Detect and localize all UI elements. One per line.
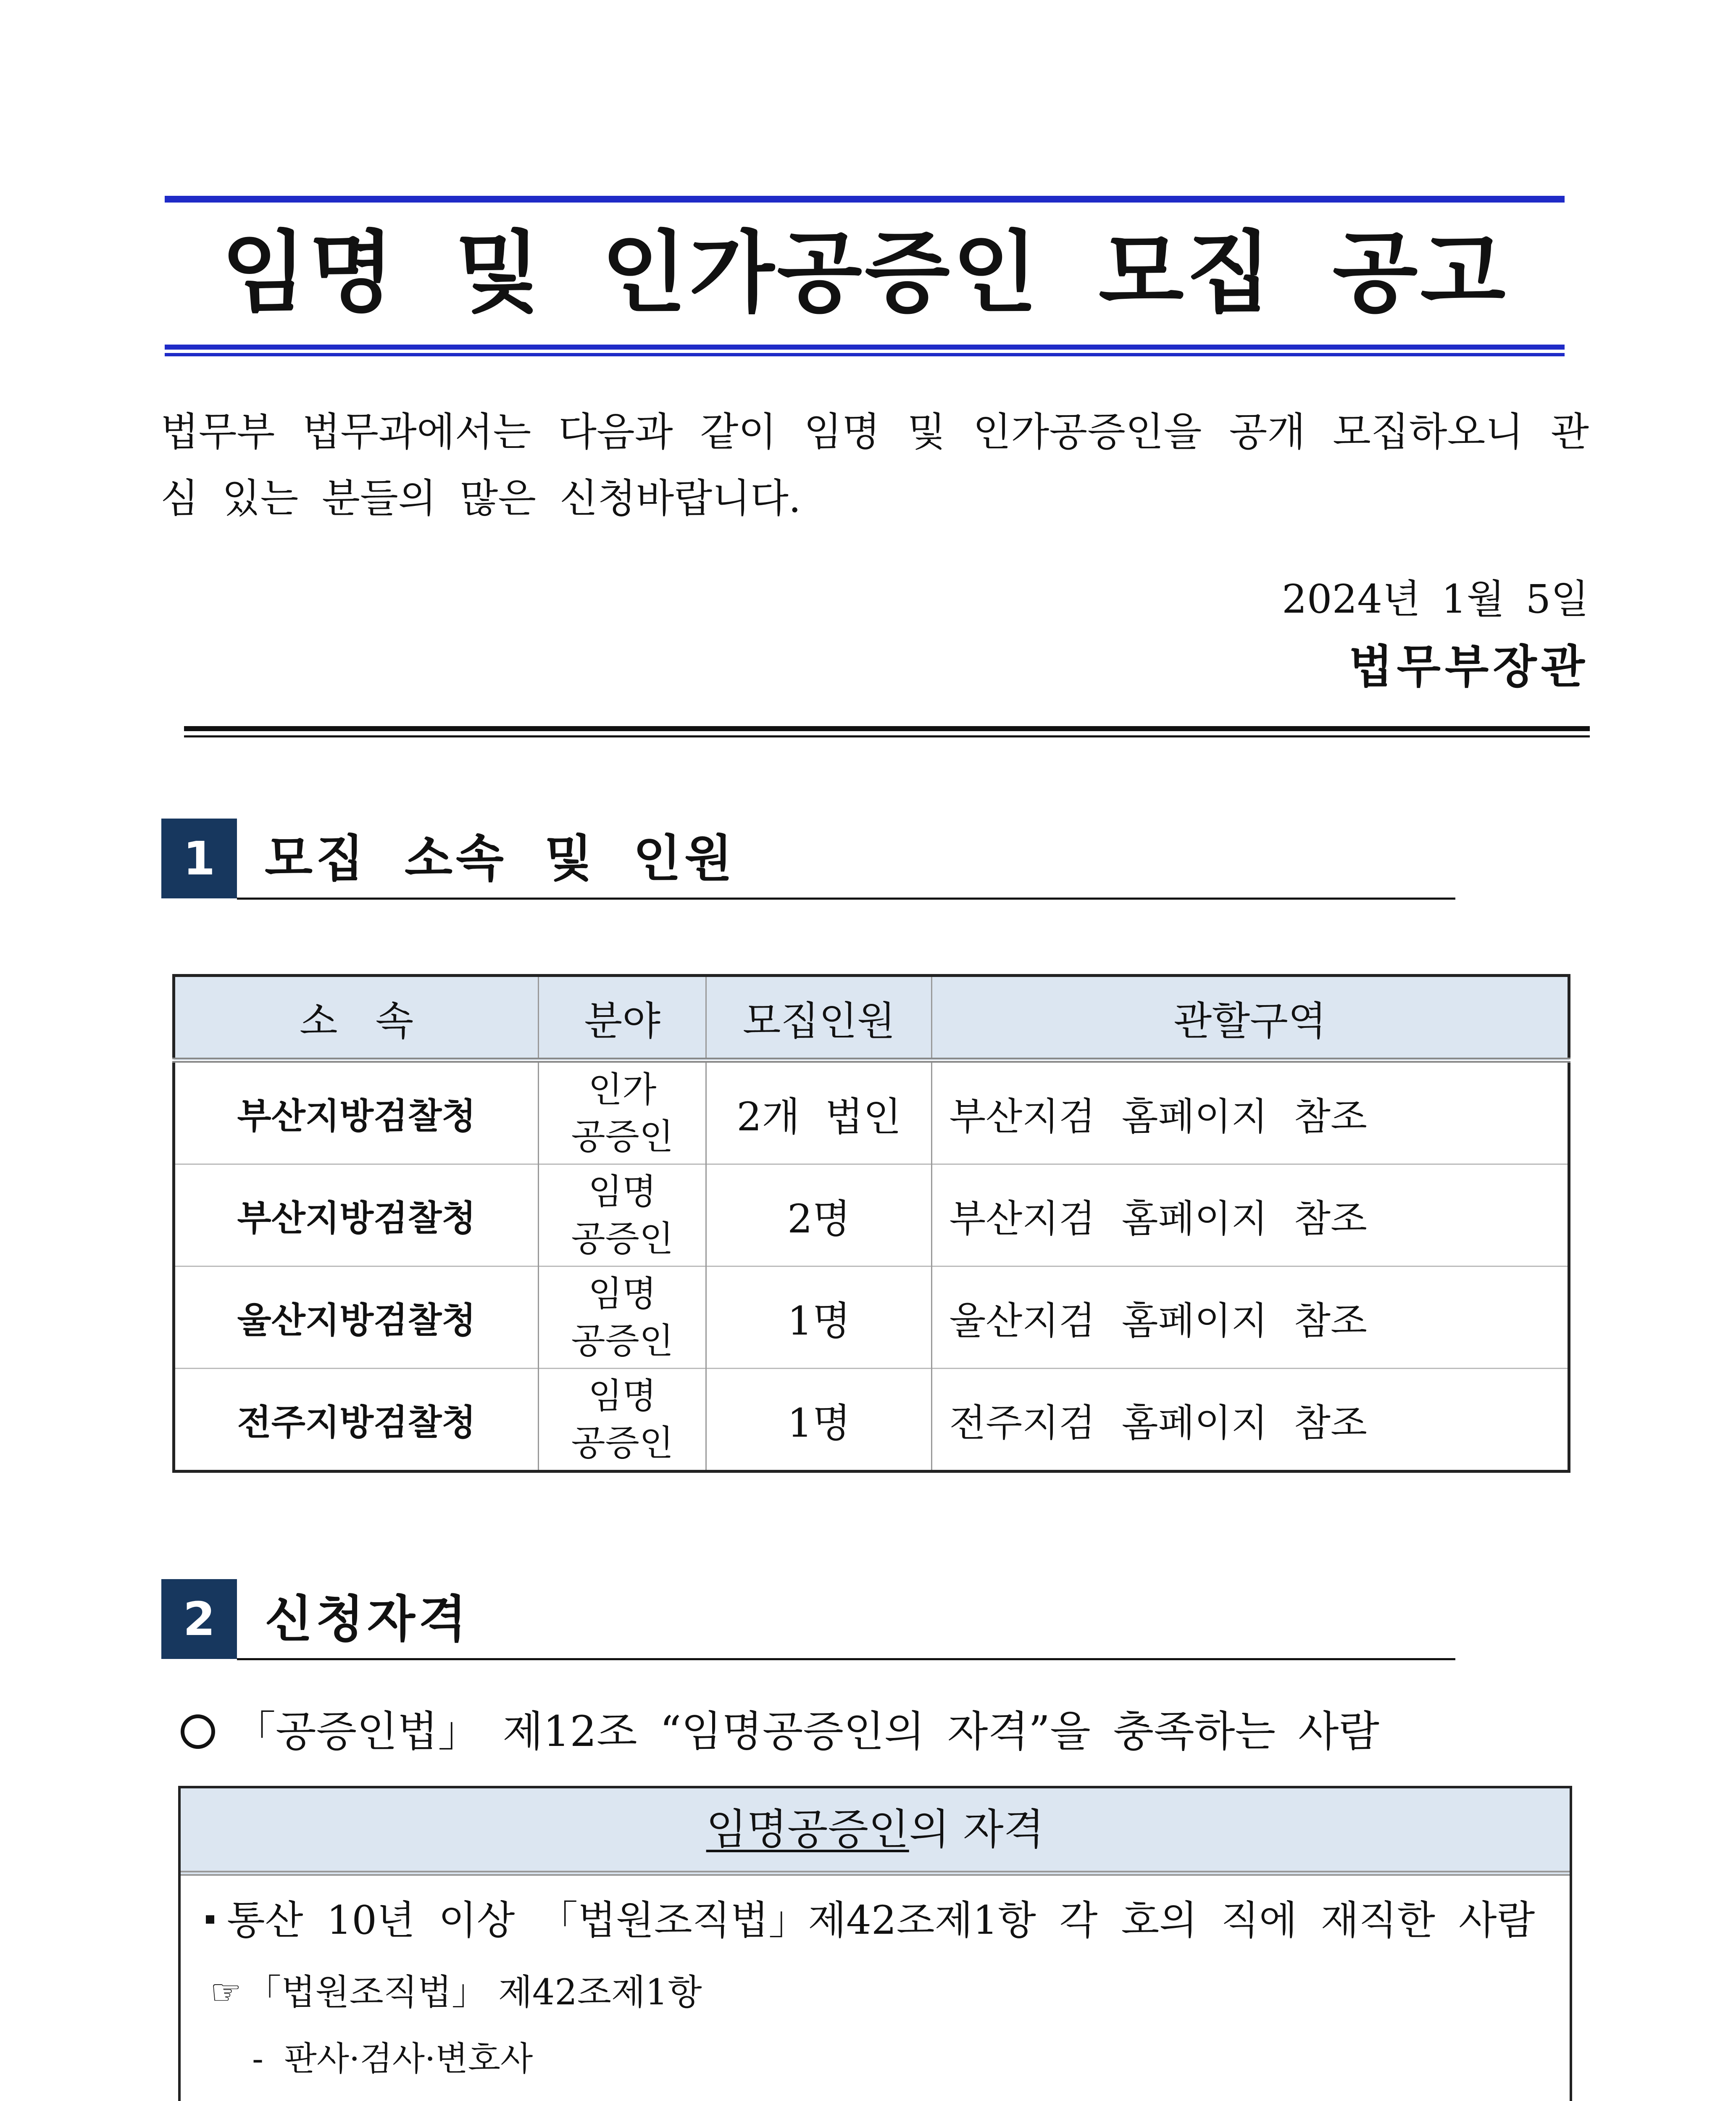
header-office: 소 속 <box>174 976 539 1061</box>
qualification-box <box>178 1786 1572 2101</box>
table-row <box>174 1060 1569 1164</box>
field-line: 임명 <box>588 1273 657 1314</box>
heading-rest: 의 자격 <box>909 1805 1044 1854</box>
office-cell: 부산지방검찰청 <box>174 1164 539 1266</box>
separator-rule-thin <box>184 735 1590 737</box>
table-row <box>174 1369 1569 1472</box>
count-cell: 1명 <box>706 1266 932 1369</box>
section1-number: 1 <box>161 819 237 898</box>
qualification-bullet <box>206 1885 1550 1956</box>
intro-paragraph: 법무부 법무과에서는 다음과 같이 임명 및 인가공증인을 공개 모집하오니 관심 있는 분들의 많은 신청바랍니다. <box>160 409 1589 521</box>
count-cell: 2명 <box>706 1164 932 1266</box>
field-cell <box>539 1164 706 1266</box>
header-area: 관할구역 <box>932 976 1569 1061</box>
requirement-line <box>181 1698 1379 1758</box>
count-cell: 2개 법인 <box>706 1060 932 1164</box>
signer: 법무부장관 <box>1349 641 1589 693</box>
area-cell: 울산지검 홈페이지 참조 <box>932 1266 1569 1369</box>
qualification-box-heading <box>181 1788 1570 1876</box>
field-line: 공증인 <box>571 1218 673 1259</box>
header-field: 분야 <box>539 976 706 1061</box>
field-cell <box>539 1369 706 1472</box>
table-row <box>174 1266 1569 1369</box>
circle-bullet-icon <box>181 1714 215 1749</box>
title-bottom-rule <box>165 345 1565 350</box>
requirement-text: 「공증인법」 제12조 “임명공증인의 자격”을 충족하는 사람 <box>234 1707 1380 1756</box>
field-line: 공증인 <box>571 1422 673 1464</box>
announcement-date: 2024년 1월 5일 <box>1281 577 1589 622</box>
table-row <box>174 1164 1569 1266</box>
section2-number: 2 <box>161 1579 237 1659</box>
section2-rule <box>237 1658 1455 1660</box>
field-cell <box>539 1060 706 1164</box>
area-cell: 부산지검 홈페이지 참조 <box>932 1164 1569 1266</box>
list-item: - 판사·검사·변호사 <box>252 2039 533 2078</box>
list-item <box>252 2090 1550 2101</box>
title-bottom-rule-thin <box>165 353 1565 356</box>
section2-title: 신청자격 <box>265 1590 470 1648</box>
field-line: 임명 <box>588 1375 657 1416</box>
qualification-box-body <box>206 1885 1550 2101</box>
heading-underlined: 임명공증인 <box>706 1805 909 1854</box>
count-cell: 1명 <box>706 1369 932 1472</box>
field-line: 인가 <box>588 1069 657 1110</box>
office-cell: 부산지방검찰청 <box>174 1060 539 1164</box>
square-bullet-icon <box>206 1915 214 1924</box>
area-cell: 전주지검 홈페이지 참조 <box>932 1369 1569 1472</box>
section1-rule <box>237 898 1455 900</box>
office-cell: 울산지방검찰청 <box>174 1266 539 1369</box>
page-title: 임명 및 인가공증인 모집 공고 <box>221 221 1508 324</box>
reference-text: 「법원조직법」 제42조제1항 <box>246 1972 702 2013</box>
office-cell: 전주지방검찰청 <box>174 1369 539 1472</box>
recruitment-table <box>172 974 1570 1473</box>
header-count: 모집인원 <box>706 976 932 1061</box>
field-line: 임명 <box>588 1171 657 1212</box>
field-cell <box>539 1266 706 1369</box>
qualification-bullet-text: 통산 10년 이상 「법원조직법」제42조제1항 각 호의 직에 재직한 사람 <box>227 1898 1535 1943</box>
section1-title: 모집 소속 및 인원 <box>265 829 736 887</box>
table-header-row <box>174 976 1569 1061</box>
field-line: 공증인 <box>571 1320 673 1361</box>
reference-line <box>210 1956 1550 2028</box>
field-line: 공증인 <box>571 1116 673 1157</box>
title-top-rule <box>165 196 1565 203</box>
area-cell: 부산지검 홈페이지 참조 <box>932 1060 1569 1164</box>
pointing-hand-icon: ☞ <box>210 1972 242 2013</box>
separator-rule <box>184 726 1590 731</box>
